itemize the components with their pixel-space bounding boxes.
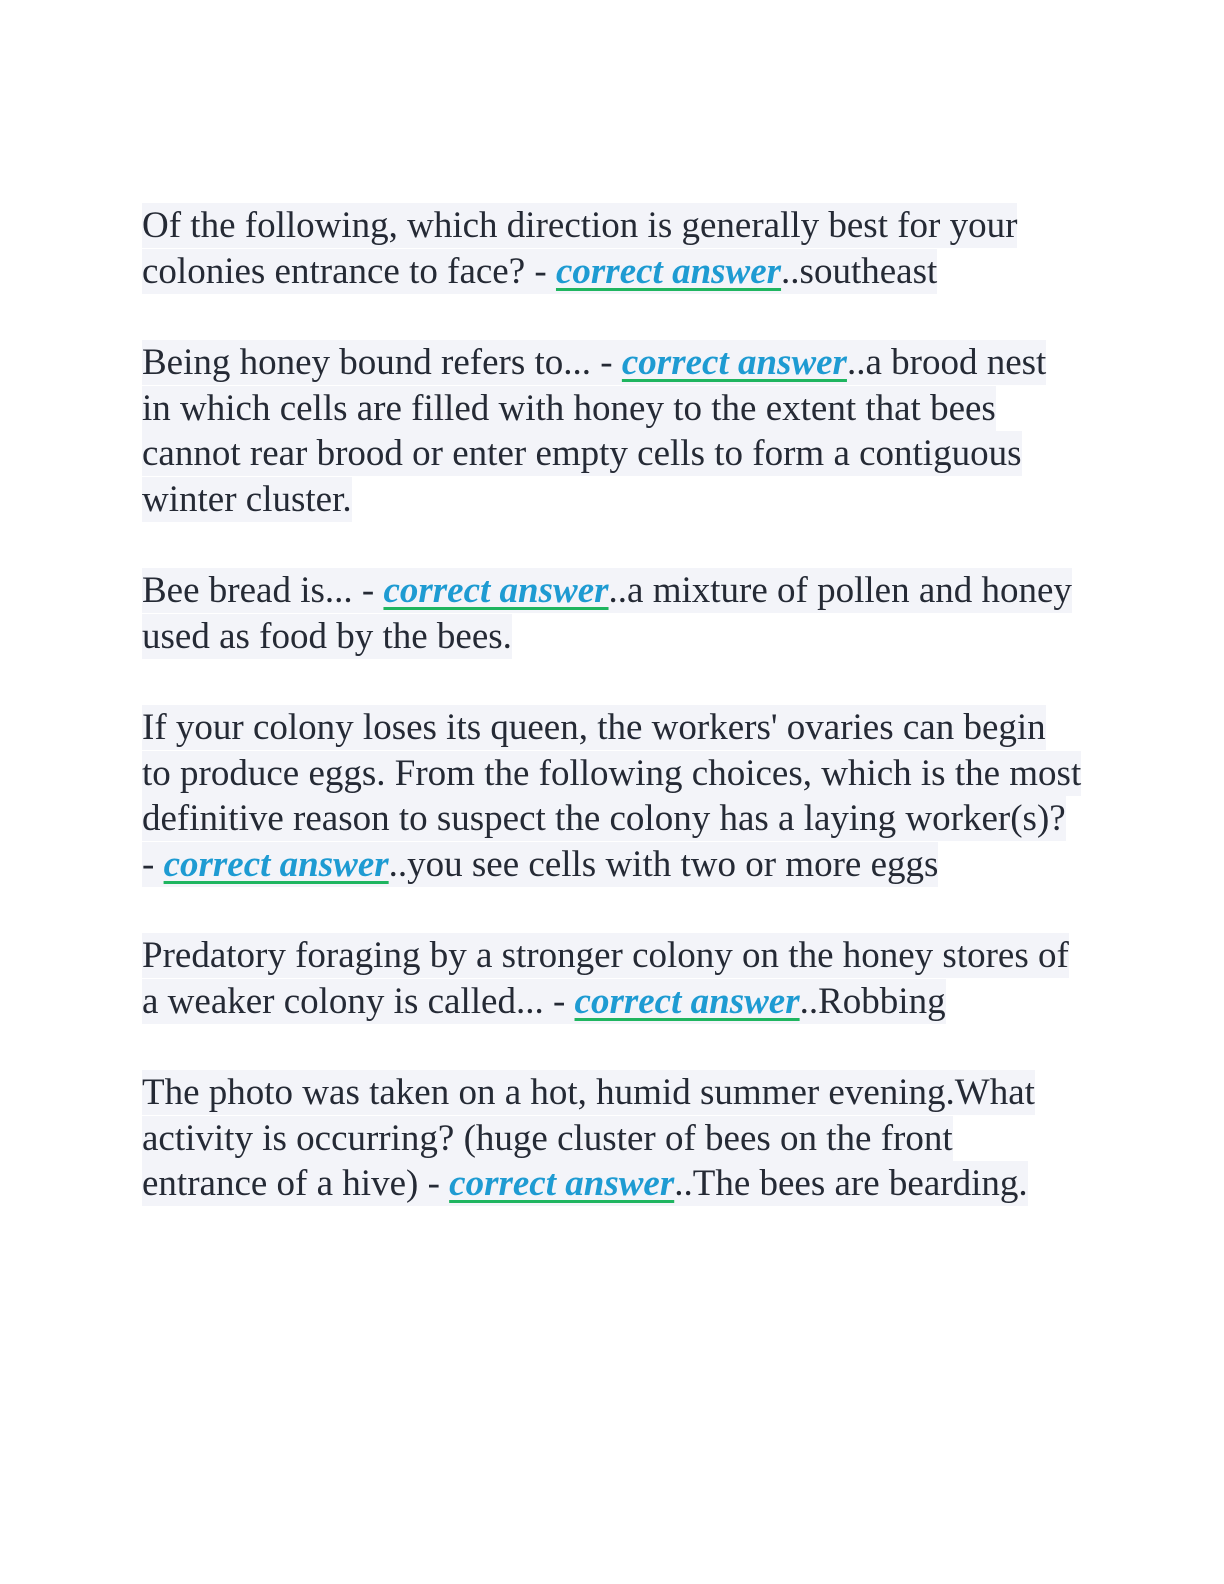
- qa-text: [142, 705, 1081, 887]
- qa-item-2: [142, 340, 1082, 522]
- qa-item-5: [142, 933, 1082, 1024]
- correct-answer-label: correct answer: [383, 570, 609, 611]
- qa-item-1: [142, 203, 1082, 294]
- correct-answer-label: correct answer: [574, 980, 800, 1022]
- correct-answer-label: correct answer: [449, 1163, 675, 1204]
- question-text: Predatory foraging by a stronger colony on the honey stores of a weaker colony is called...: [142, 935, 1069, 1022]
- question-text: If your colony loses its queen, the workers' ovaries can begin to produce eggs. From the following choices, which is the most definitive reason to suspect the colony has a laying worker(s)?: [142, 707, 1082, 839]
- correct-answer-label: correct answer: [163, 843, 389, 885]
- question-text: Being honey bound refers to...: [142, 342, 592, 383]
- answer-prefix: ..: [674, 1163, 693, 1204]
- qa-text: [142, 1070, 1035, 1206]
- correct-answer-label: correct answer: [621, 342, 847, 383]
- qa-item-3: [142, 568, 1082, 659]
- qa-text: [142, 568, 1072, 659]
- separator: -: [591, 342, 622, 383]
- answer-prefix: ..: [781, 250, 800, 292]
- answer-prefix: ..: [846, 342, 866, 383]
- document-page: [142, 203, 1082, 1253]
- answer-text: The bees are bearding.: [692, 1163, 1028, 1204]
- answer-prefix: ..: [388, 843, 408, 885]
- answer-prefix: ..: [608, 570, 628, 611]
- answer-text: southeast: [799, 250, 938, 292]
- qa-text: [142, 933, 1069, 1024]
- separator: -: [543, 980, 575, 1022]
- answer-text: a brood nest in which cells are filled with honey to the extent that bees cannot rear brood or enter empty cells to form a contiguous winter cluster.: [142, 342, 1047, 520]
- question-text: The photo was taken on a hot, humid summer evening.What activity is occurring? (huge cluster of bees on the front entrance of a hive): [142, 1072, 1035, 1204]
- answer-text: Robbing: [818, 980, 946, 1022]
- separator: -: [352, 570, 384, 611]
- qa-text: [142, 340, 1046, 522]
- question-text: Bee bread is...: [142, 570, 353, 611]
- separator: -: [142, 843, 164, 885]
- answer-prefix: ..: [799, 980, 819, 1022]
- qa-item-6: [142, 1070, 1082, 1207]
- correct-answer-label: correct answer: [555, 250, 782, 292]
- qa-item-4: [142, 705, 1082, 887]
- question-text: Of the following, which direction is generally best for your colonies entrance to face?: [142, 205, 1018, 292]
- separator: -: [525, 250, 556, 292]
- qa-text: [142, 203, 1017, 294]
- answer-text: you see cells with two or more eggs: [407, 843, 939, 885]
- answer-text: a mixture of pollen and honey used as food by the bees.: [142, 570, 1072, 657]
- separator: -: [418, 1163, 450, 1204]
